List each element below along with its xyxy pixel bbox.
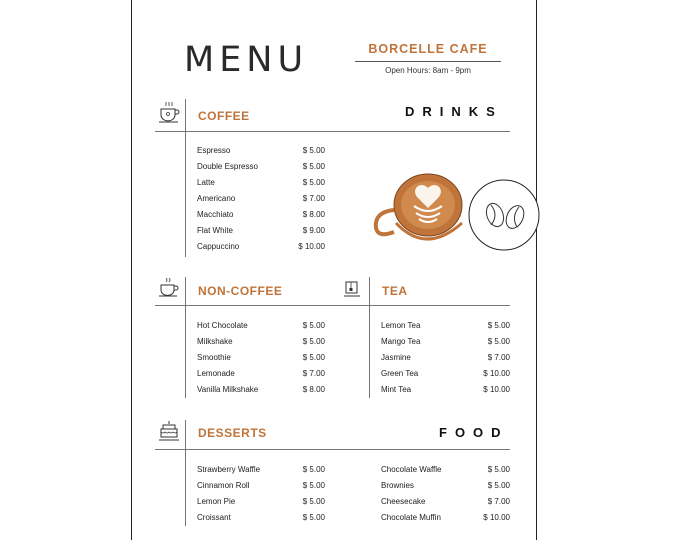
tea-mug-icon xyxy=(343,279,361,299)
menu-item-name: Croissant xyxy=(197,513,231,522)
menu-item-price: $ 5.00 xyxy=(302,146,325,155)
menu-item-name: Latte xyxy=(197,178,215,187)
drinks-label: DRINKS xyxy=(405,104,503,119)
menu-item-name: Chocolate Waffle xyxy=(381,465,442,474)
desserts-vertical-rule xyxy=(185,420,186,526)
menu-item-price: $ 7.00 xyxy=(487,497,510,506)
menu-item-price: $ 5.00 xyxy=(302,481,325,490)
menu-item-price: $ 9.00 xyxy=(302,226,325,235)
menu-item-price: $ 5.00 xyxy=(302,321,325,330)
hot-drink-icon xyxy=(158,277,180,299)
menu-item-name: Espresso xyxy=(197,146,231,155)
non-coffee-title: NON-COFFEE xyxy=(198,284,283,298)
menu-item-price: $ 5.00 xyxy=(302,497,325,506)
menu-item-name: Americano xyxy=(197,194,236,203)
menu-item-price: $ 5.00 xyxy=(302,178,325,187)
menu-item-name: Cheesecake xyxy=(381,497,426,506)
menu-title: MENU xyxy=(184,40,309,80)
menu-item-price: $ 5.00 xyxy=(302,513,325,522)
menu-item-name: Cinnamon Roll xyxy=(197,481,250,490)
cafe-divider xyxy=(355,61,501,62)
menu-item-name: Macchiato xyxy=(197,210,234,219)
menu-item-name: Mint Tea xyxy=(381,385,412,394)
menu-item-price: $ 10.00 xyxy=(483,513,510,522)
menu-item-price: $ 10.00 xyxy=(483,369,510,378)
menu-item-name: Jasmine xyxy=(381,353,411,362)
menu-item-price: $ 10.00 xyxy=(483,385,510,394)
menu-item-name: Chocolate Muffin xyxy=(381,513,441,522)
non-coffee-horizontal-rule xyxy=(155,305,363,306)
food-label: FOOD xyxy=(439,425,509,440)
menu-item-price: $ 5.00 xyxy=(487,465,510,474)
cafe-name: BORCELLE CAFE xyxy=(368,42,488,56)
menu-item-name: Green Tea xyxy=(381,369,419,378)
desserts-horizontal-rule xyxy=(155,449,510,450)
menu-item-price: $ 5.00 xyxy=(302,465,325,474)
coffee-vertical-rule xyxy=(185,99,186,257)
coffee-cup-icon xyxy=(158,101,180,125)
menu-item-name: Vanilla Milkshake xyxy=(197,385,259,394)
coffee-beans-icon xyxy=(482,197,530,235)
desserts-title: DESSERTS xyxy=(198,426,267,440)
menu-item-name: Smoothie xyxy=(197,353,231,362)
menu-item-price: $ 8.00 xyxy=(302,385,325,394)
menu-item-price: $ 5.00 xyxy=(302,162,325,171)
menu-item-price: $ 5.00 xyxy=(487,321,510,330)
non-coffee-vertical-rule xyxy=(185,277,186,398)
menu-item-name: Lemon Pie xyxy=(197,497,236,506)
menu-item-name: Lemonade xyxy=(197,369,235,378)
menu-item-name: Brownies xyxy=(381,481,414,490)
cake-icon xyxy=(158,420,180,442)
menu-item-price: $ 5.00 xyxy=(302,353,325,362)
menu-item-price: $ 10.00 xyxy=(298,242,325,251)
menu-item-name: Strawberry Waffle xyxy=(197,465,261,474)
menu-item-price: $ 5.00 xyxy=(487,481,510,490)
tea-horizontal-rule xyxy=(340,305,510,306)
open-hours: Open Hours: 8am - 9pm xyxy=(385,66,471,75)
menu-item-price: $ 8.00 xyxy=(302,210,325,219)
menu-item-price: $ 5.00 xyxy=(487,337,510,346)
menu-item-name: Milkshake xyxy=(197,337,233,346)
tea-title: TEA xyxy=(382,284,408,298)
menu-item-name: Double Espresso xyxy=(197,162,258,171)
menu-item-name: Flat White xyxy=(197,226,234,235)
coffee-title: COFFEE xyxy=(198,109,250,123)
menu-item-name: Cappuccino xyxy=(197,242,240,251)
menu-item-name: Lemon Tea xyxy=(381,321,421,330)
tea-vertical-rule xyxy=(369,277,370,398)
menu-item-name: Mango Tea xyxy=(381,337,421,346)
menu-item-price: $ 7.00 xyxy=(302,194,325,203)
menu-item-price: $ 7.00 xyxy=(487,353,510,362)
menu-item-name: Hot Chocolate xyxy=(197,321,248,330)
menu-item-price: $ 5.00 xyxy=(302,337,325,346)
menu-item-price: $ 7.00 xyxy=(302,369,325,378)
coffee-horizontal-rule xyxy=(155,131,510,132)
